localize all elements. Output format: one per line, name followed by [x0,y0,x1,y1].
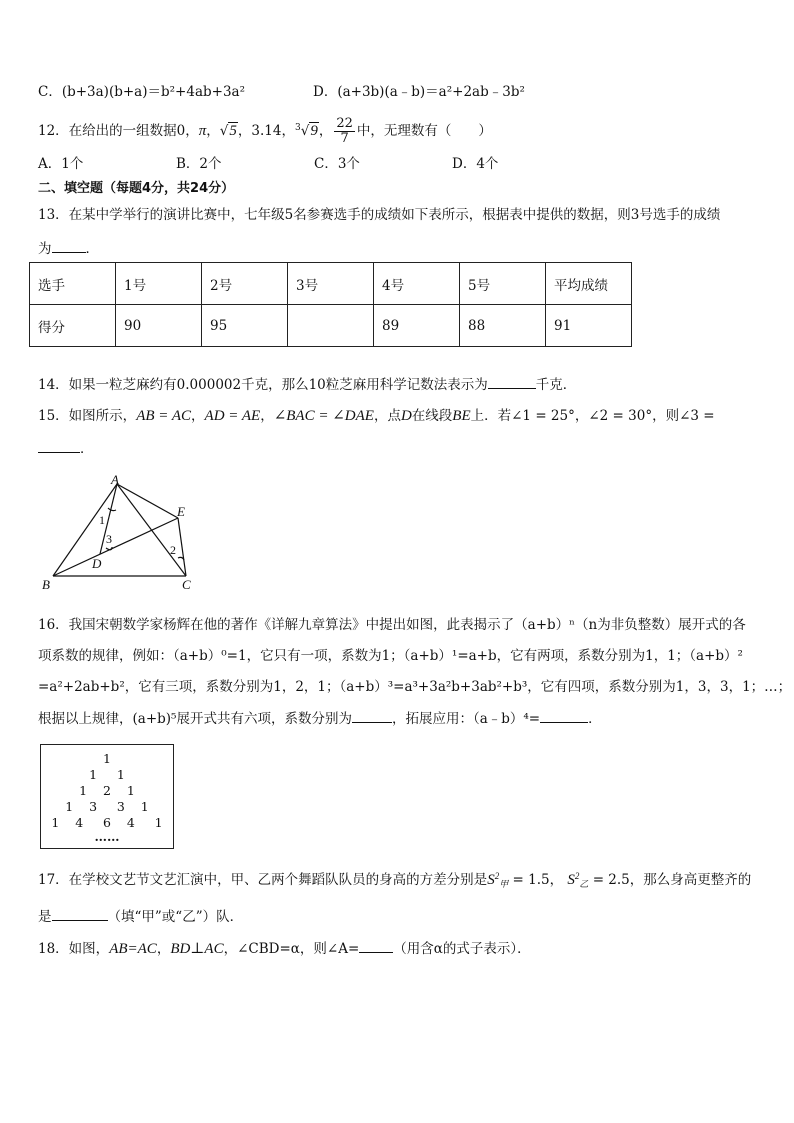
table-header-row [30,263,632,305]
table-cell: 91 [546,305,632,347]
answer-blank[interactable] [352,708,392,723]
q12-option-c: C．3个 [314,156,360,172]
pascal-triangle [40,744,174,849]
label-d: D [92,556,102,571]
answer-blank[interactable] [52,906,108,921]
table-cell: 选手 [30,263,116,305]
pascal-row: 1 4 6 4 1 [51,815,163,830]
q12-stem: 12．在给出的一组数据0，π，√5，3.14，$^3$√9， $\frac{22}{7}$ 中，无理数有（ ） [38,116,492,146]
answer-blank[interactable] [540,708,588,723]
q12-option-a: A．1个 [38,156,84,172]
answer-blank[interactable] [359,938,393,953]
table-row [30,305,632,347]
section-heading: 二、填空题（每题4分，共24分） [38,181,235,196]
segment-ae [117,484,178,518]
q16-line4: 根据以上规律，(a+b)⁵展开式共有六项，系数分别为 ，拓展应用：（a﹣b）⁴= ． [38,708,602,729]
answer-blank[interactable] [38,438,80,453]
q12-option-b: B．2个 [176,156,222,172]
q16-line1: 16．我国宋朝数学家杨辉在他的著作《详解九章算法》中提出如图，此表揭示了（a+b）ⁿ（n为非负整数）展开式的各 [38,617,746,633]
answer-blank[interactable] [488,374,536,389]
segment-be [53,518,178,576]
label-c: C [182,577,191,592]
table-cell: 95 [202,305,288,347]
label-b: B [42,577,50,592]
fraction-22-7: $\frac{22}{7}$ [336,116,353,146]
segment-ab [53,484,117,576]
label-e: E [177,504,185,519]
pi-symbol: π [198,123,207,139]
table-cell[interactable] [288,305,374,347]
q13-line1: 13．在某中学举行的演讲比赛中，七年级5名参赛选手的成绩如下表所示，根据表中提供的数据，则3号选手的成绩 [38,207,721,223]
table-cell: 得分 [30,305,116,347]
sqrt-5: √5 [219,123,237,139]
table-cell: 5号 [460,263,546,305]
answer-blank[interactable] [52,238,86,253]
q13-line2: 为 ． [38,238,99,259]
table-cell: 2号 [202,263,288,305]
table-cell: 89 [374,305,460,347]
pascal-row: 1 [103,751,111,766]
variance-jia: $S^2_甲$ [487,871,509,889]
q11-option-c: C．(b+3a)(b+a)＝b²+4ab+3a² [38,84,245,100]
score-table [29,262,632,347]
q17-line1: 17．在学校文艺节文艺汇演中，甲、乙两个舞蹈队队员的身高的方差分别是$S^2_甲 = 1.5$， $S^2_乙 = 2.5$，那么身高更整齐的 [38,871,752,889]
triangle-figure [36,472,206,594]
label-angle-1: 1 [99,513,105,527]
table-cell: 88 [460,305,546,347]
q16-line3: =a²+2ab+b²，它有三项，系数分别为1，2，1；（a+b）³=a³+3a²b+3ab²+b³，它有四项，系数分别为1，3，3，1；…； [38,679,792,695]
q12-option-d: D．4个 [452,156,499,172]
cube-root-9: $^3$√9 [294,123,318,139]
q14-stem: 14．如果一粒芝麻约有0.000002千克，那么10粒芝麻用科学记数法表示为 千克． [38,374,576,395]
q15-stem: 15．如图所示，AB = AC，AD = AE，∠BAC = ∠DAE，点D在线段BE上．若∠1 = 25°，∠2 = 30°，则∠3 = [38,408,715,424]
pascal-row: 1 2 1 [79,783,135,798]
q17-line2: 是 （填“甲”或“乙”）队． [38,906,243,927]
variance-yi: $S^2_乙$ [567,871,589,889]
table-cell: 90 [116,305,202,347]
q11-option-d: D．(a+3b)(a﹣b)＝a²+2ab﹣3b² [313,84,525,100]
table-cell: 3号 [288,263,374,305]
label-a: A [111,472,119,487]
table-cell: 4号 [374,263,460,305]
angle-arc-1 [108,508,116,511]
table-cell: 平均成绩 [546,263,632,305]
pascal-row: 1 3 3 1 [65,799,149,814]
pascal-row: …… [94,829,120,844]
table-cell: 1号 [116,263,202,305]
pascal-row: 1 1 [89,767,125,782]
q16-line2: 项系数的规律，例如：（a+b）⁰=1，它只有一项，系数为1；（a+b）¹=a+b，它有两项，系数分别为1，1；（a+b）² [38,648,743,664]
label-angle-2: 2 [170,543,176,557]
q18-stem: 18．如图，AB=AC，BD⊥AC，∠CBD=α，则∠A= （用含α的式子表示）． [38,938,531,959]
q15-line2: ． [38,438,94,459]
label-angle-3: 3 [106,532,112,546]
